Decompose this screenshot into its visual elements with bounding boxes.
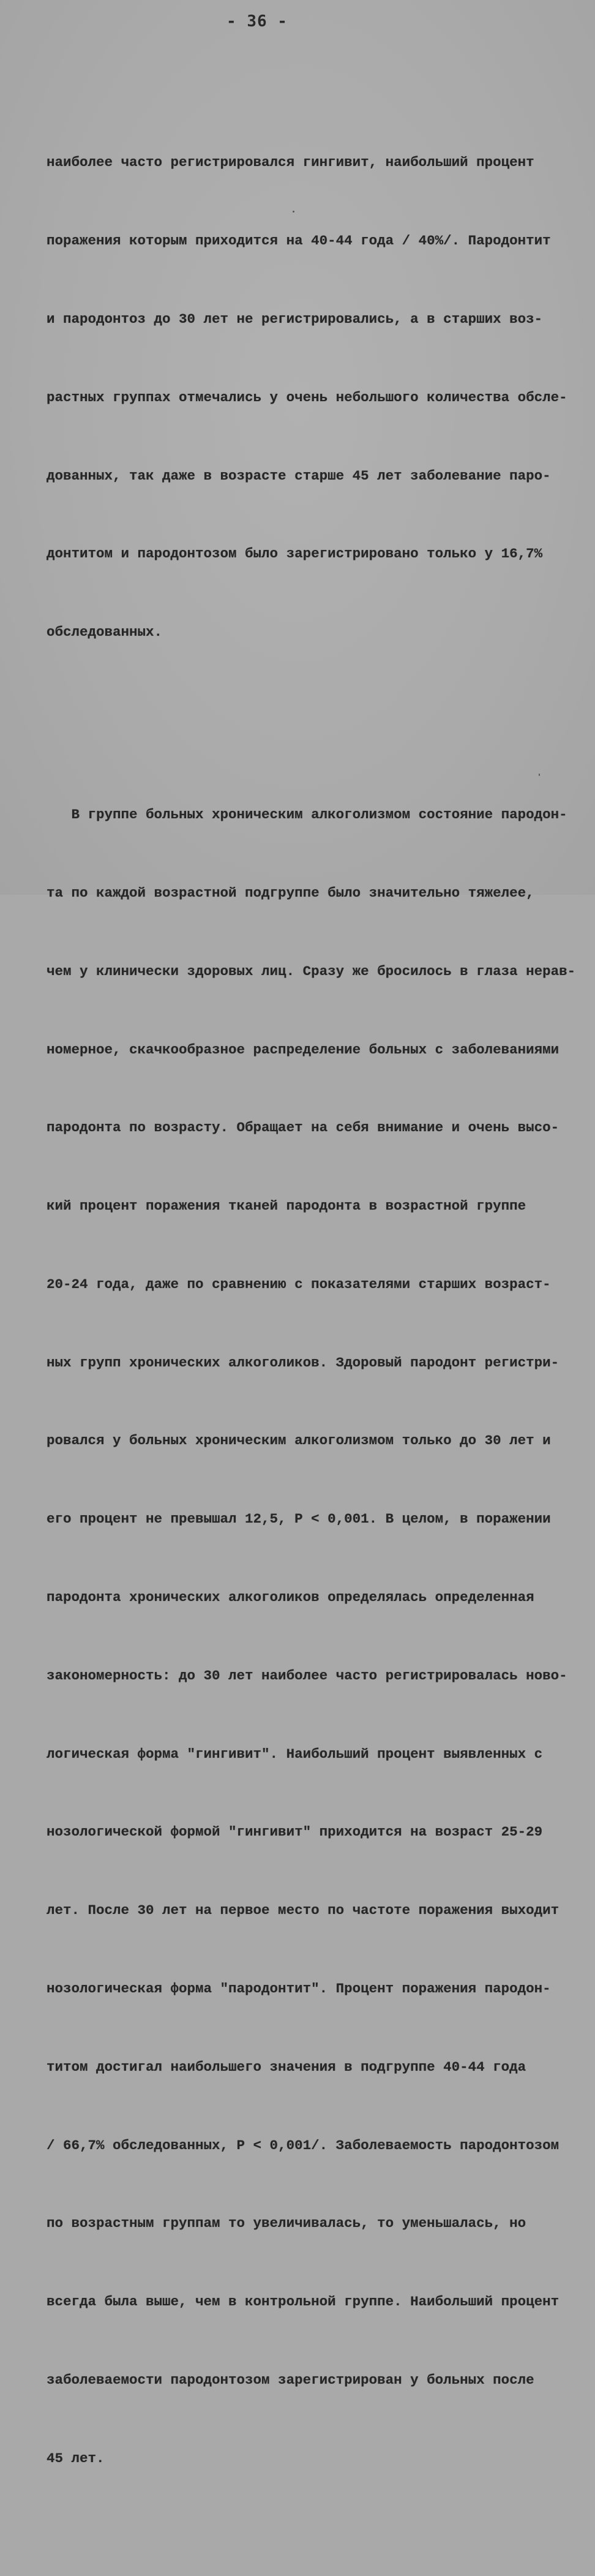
document-body [47,45,576,2576]
paper-speck [293,211,294,213]
text-line: ровался у больных хроническим алкоголизмом только до 30 лет и [47,1433,551,1449]
text-line: лет. После 30 лет на первое место по частоте поражения выходит [47,1902,559,1919]
text-line: растных группах отмечались у очень небольшого количества обсле- [47,389,567,405]
text-line: 20-24 года, даже по сравнению с показателями старших возраст- [47,1276,551,1292]
text-line: донтитом и пародонтозом было зарегистрировано только у 16,7% [47,546,543,562]
text-line: пародонта хронических алкоголиков определялась определенная [47,1589,534,1606]
text-line: дованных, так даже в возрасте старше 45 лет заболевание паро- [47,467,551,484]
text-line: наиболее часто регистрировался гингивит, наибольший процент [47,154,534,171]
text-line: нозологической формой "гингивит" приходится на возраст 25-29 [47,1824,543,1840]
text-line: всегда была выше, чем в контрольной группе. Наибольший процент [47,2294,559,2310]
text-line: та по каждой возрастной подгруппе было значительно тяжелее, [47,885,534,901]
text-line: пародонта по возрасту. Обращает на себя внимание и очень высо- [47,1120,559,1136]
text-line: кий процент поражения тканей пародонта в возрастной группе [47,1198,526,1215]
text-line: нозологическая форма "пародонтит". Процент поражения пародон- [47,1980,551,1997]
text-line: поражения которым приходится на 40-44 года / 40%/. Пародонтит [47,233,551,249]
text-line: заболеваемости пародонтозом зарегистрирован у больных после [47,2371,534,2388]
page-number: - 36 - [226,12,288,31]
text-line: 45 лет. [47,2450,105,2466]
paragraph-2 [47,750,576,2523]
text-line: его процент не превышал 12,5, P < 0,001. В целом, в поражении [47,1511,551,1527]
paper-speck [539,774,540,776]
text-line: / 66,7% обследованных, P < 0,001/. Заболеваемость пародонтозом [47,2137,559,2153]
text-line: В группе больных хроническим алкоголизмом состояние пародон- [47,807,567,823]
text-line: логическая форма "гингивит". Наибольший процент выявленных с [47,1746,543,1762]
text-line: титом достигал наибольшего значения в подгруппе 40-44 года [47,2058,526,2075]
text-line: обследованных. [47,624,163,641]
text-line: по возрастным группам то увеличивалась, то уменьшалась, но [47,2215,526,2232]
text-line: закономерность: до 30 лет наиболее часто регистрировалась ново- [47,1667,567,1684]
text-line: чем у клинически здоровых лиц. Сразу же бросилось в глаза нерав- [47,963,576,979]
text-line: номерное, скачкообразное распределение больных с заболеваниями [47,1041,559,1058]
paragraph-1 [47,97,567,698]
text-line: ных групп хронических алкоголиков. Здоровый пародонт регистри- [47,1354,559,1371]
text-line: и пародонтоз до 30 лет не регистрировались, а в старших воз- [47,311,543,327]
